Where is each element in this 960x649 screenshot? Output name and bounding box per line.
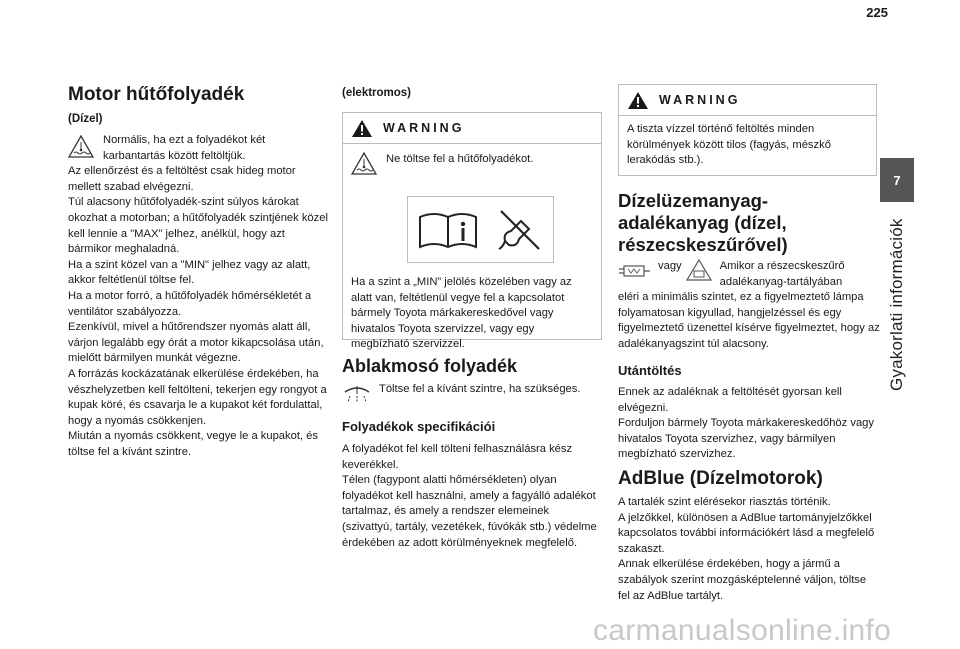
subtitle-electric: (elektromos) <box>342 87 412 99</box>
coolant-line-4: Ha a motor forró, a hűtőfolyadék hőmérsékletét a ventilátor szabályozza. <box>68 289 312 318</box>
manual-no-refill-pictogram <box>407 196 554 263</box>
warning-triangle-icon <box>351 119 373 138</box>
warning-box-water <box>618 84 877 176</box>
diesel-text: eléri a minimális szintet, ez a figyelmeztető lámpa folyamatosan kigyullad, hangjelzéssel és egy figyelmeztető üzenettel kísérve figyelmeztet, hogy az adalékanyagszint túl alacsony. <box>618 291 880 350</box>
washer-fluid-icon <box>342 382 372 406</box>
coolant-warning-icon <box>68 135 94 159</box>
diesel-or-text: vagy <box>658 260 682 272</box>
no-refill-icon <box>497 207 543 253</box>
coolant-line-1: Az ellenőrzést és a feltöltést csak hideg motor mellett szabad elvégezni. <box>68 165 296 193</box>
coolant-line-2: Túl alacsony hűtőfolyadék-szint súlyos károkat okozhat a motorban; a hűtőfolyadék szintjének közel kell lennie a "MAX" jelhez, anélkül, hogy azt bármikor meghaladná. <box>68 196 328 256</box>
adblue-text-1: A tartalék szint elérésekor riasztás történik. <box>618 496 831 508</box>
chapter-tab-label: Gyakorlati információk <box>887 218 906 392</box>
adblue-text-3: Annak elkerülése érdekében, hogy a jármű a szabályok szerint mozgásképtelenné váljon, töltse fel az AdBlue tartályt. <box>618 558 867 602</box>
coolant-line-5: Ezenkívül, mivel a hűtőrendszer nyomás alatt áll, várjon legalább egy órát a motor kikapcsolása után, mielőtt bármilyen munkát végezne. <box>68 321 324 365</box>
coolant-line-6: A forrázás kockázatának elkerülése érdekében, ha vészhelyzetben kell feltölteni, tekerjen egy rongyot a kupak köré, és csavarja le a kupakot két fordulattal, hogy a nyomás csökkenjen. <box>68 367 327 427</box>
coolant-icon-text: Normális, ha ezt a folyadékot két karbantartás között feltöltjük. <box>103 134 266 162</box>
refill-text-1: Ennek az adaléknak a feltöltését gyorsan kell elvégezni. <box>618 386 842 414</box>
subtitle-diesel: (Dízel) <box>68 113 103 125</box>
adblue-text-2: A jelzőkkel, különösen a AdBlue tartományjelzőkkel kapcsolatos további információkért lásd a megfelelő szakaszt. <box>618 511 875 555</box>
warning-water-text: A tiszta vízzel történő feltöltés minden körülmények között tilos (fagyás, mészkő lerakódás stb.). <box>627 123 831 167</box>
warning-contact-text: Ha a szint a „MIN” jelölés közelében vagy az alatt van, feltétlenül vegye fel a kapcsolatot bármely Toyota márkakereskedővel vagy hivatalos Toyota szervizzel, vagy egy megbízható szervizzel. <box>351 276 572 351</box>
coolant-warning-icon <box>351 152 377 176</box>
chapter-tab-number: 7 <box>880 158 914 202</box>
manual-book-icon <box>418 211 478 249</box>
warning-box-electric <box>342 112 602 351</box>
additive-level-warning-icon <box>686 259 712 281</box>
refill-text-2: Forduljon bármely Toyota márkakereskedőhöz vagy hivatalos Toyota szervizhez, vagy bármilyen megbízható szervizhez. <box>618 417 874 461</box>
fluid-spec-text-2: Télen (fagypont alatti hőmérsékleten) olyan folyadékot kell használni, amely a fagyálló adalékot tartalmaz, és amely a rendszer elemeinek (szivattyú, tartály, vezetékek, fúvókák stb.) védelme érdekében az adott körülményeknek megfelelő. <box>342 474 597 549</box>
warning-triangle-icon <box>627 91 649 110</box>
coolant-line-3: Ha a szint közel van a "MIN" jelhez vagy az alatt, akkor feltétlenül töltse fel. <box>68 258 311 287</box>
section-title-washer: Ablakmosó folyadék <box>342 356 518 376</box>
section-title-fluid-spec: Folyadékok specifikációi <box>342 419 496 434</box>
warning-title: WARNING <box>659 93 741 107</box>
section-title-adblue: AdBlue (Dízelmotorok) <box>618 468 823 489</box>
no-refill-text: Ne töltse fel a hűtőfolyadékot. <box>386 153 534 165</box>
warning-title: WARNING <box>383 121 465 135</box>
watermark: carmanualsonline.info <box>593 614 892 647</box>
fluid-spec-text-1: A folyadékot fel kell tölteni felhasználásra kész keverékkel. <box>342 443 573 471</box>
particle-filter-warning-icon <box>618 261 652 281</box>
diesel-icon-text: Amikor a részecskeszűrő adalékanyag-tartályában <box>719 260 845 288</box>
coolant-line-7: Miután a nyomás csökkent, vegye le a kupakot, és töltse fel a kívánt szintre. <box>68 430 318 458</box>
washer-icon-text: Töltse fel a kívánt szintre, ha szükséges. <box>379 383 581 395</box>
page-number: 225 <box>866 5 888 20</box>
section-title-refill: Utántöltés <box>618 363 682 378</box>
section-title-diesel-additive: Dízelüzemanyag-adalékanyag (dízel, részecskeszűrővel) <box>618 190 788 255</box>
section-title-coolant: Motor hűtőfolyadék <box>68 84 245 105</box>
